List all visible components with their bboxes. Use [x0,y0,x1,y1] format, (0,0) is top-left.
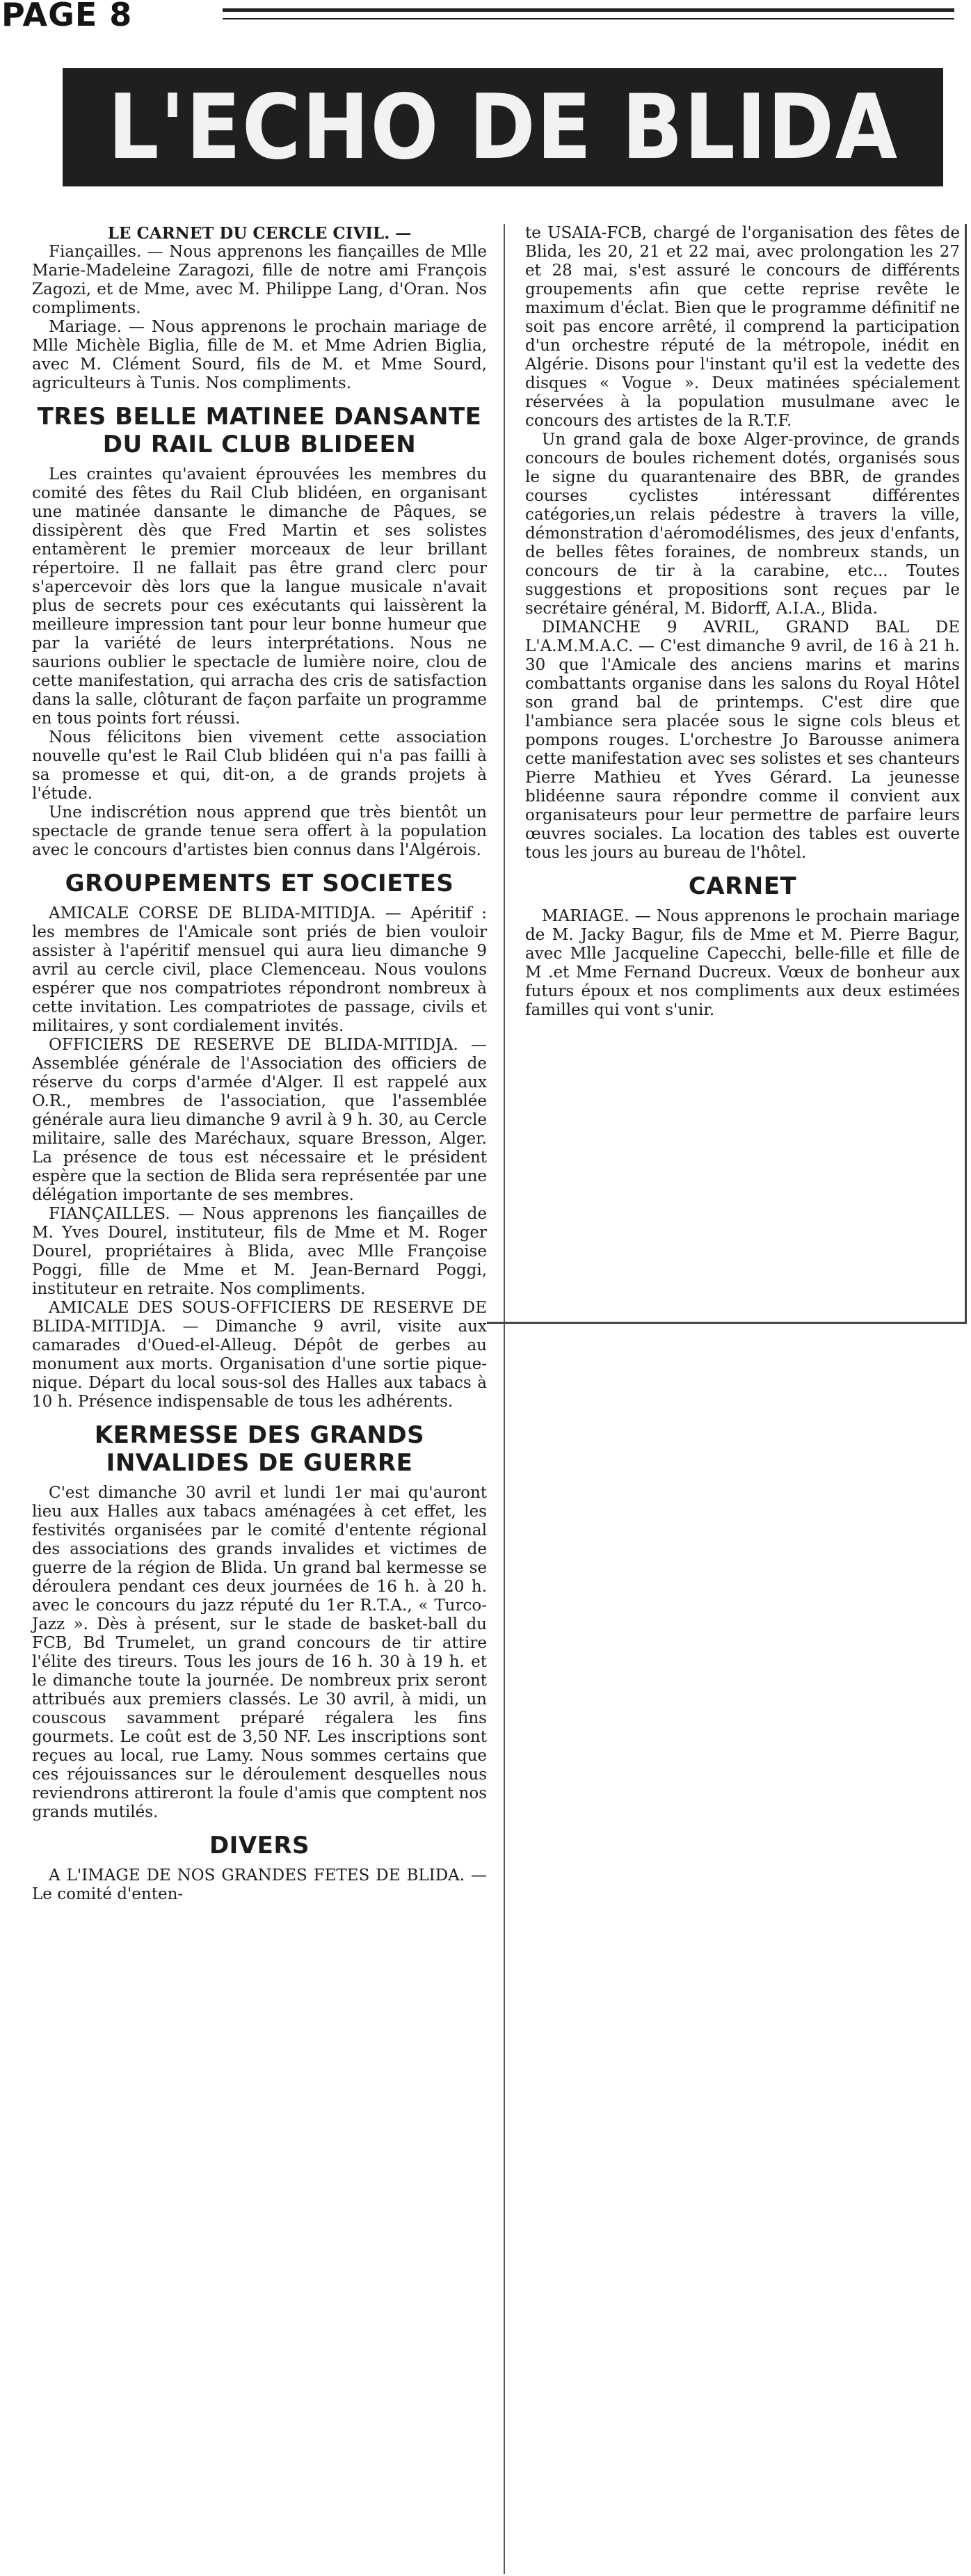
box-bottom-rule [487,1322,967,1324]
heading-matinee: TRES BELLE MATINEE DANSANTE DU RAIL CLUB BLIDEEN [37,403,482,458]
groupement-amicale-corse: AMICALE CORSE DE BLIDA-MITIDJA. — Apéritif : les membres de l'Amicale sont priés de bien vouloir assister à l'apéritif mensuel qui aura lieu dimanche 9 avril au cercle civil, place Clemenceau. Nous voulons espérer que nos compatriotes répondront nombreux à cette invitation. Les compatriotes de passage, civils et militaires, y sont cordialement invités. [32,904,487,1035]
heading-divers: DIVERS [209,1832,310,1859]
masthead-title: L'ECHO DE BLIDA [107,75,899,179]
right-column [525,224,960,1020]
matinee-para-1: Les craintes qu'avaient éprouvées les membres du comité des fêtes du Rail Club blidéen, en organisant une matinée dansante le dimanche de Pâques, se dissipèrent dès que Fred Martin et ses solistes entamèrent le premier morceaux de leur brillant répertoire. Il ne fallait pas être grand clerc pour s'apercevoir dès lors que la langue musicale n'avait plus de secrets pour ces exécutants qui laissèrent la meilleure impression tant pour leur bonne humeur que par la variété de leurs interprétations. Nous ne saurions oublier le spectacle de lumière noire, clou de cette manifestation, qui arracha des cris de satisfaction dans la salle, clôturant de façon parfaite un programme en tous points fort réussi. [32,465,487,728]
page-number: PAGE 8 [1,0,133,33]
matinee-para-3: Une indiscrétion nous apprend que très bientôt un spectacle de grande tenue sera offert à la population avec le concours d'artistes bien connus dans l'Algérois. [32,803,487,859]
article-fiancailles: Fiançailles. — Nous apprenons les fiançailles de Mlle Marie-Madeleine Zaragozi, fille de notre ami François Zagozi, et de Mme, avec M. Philippe Lang, d'Oran. Nos compliments. [32,243,487,317]
masthead [63,68,943,186]
carnet-cercle-heading: LE CARNET DU CERCLE CIVIL. — [107,224,412,243]
column-divider [504,224,505,2574]
box-right-rule [965,224,967,1323]
groupement-sous-officiers: AMICALE DES SOUS-OFFICIERS DE RESERVE DE BLIDA-MITIDJA. — Dimanche 9 avril, visite aux camarades d'Oued-el-Alleug. Dépôt de gerbes au monument aux morts. Organisation d'une sortie pique-nique. Départ du local sous-sol des Halles aux tabacs à 10 h. Présence indispensable de tous les adhérents. [32,1299,487,1411]
carnet-mariage: MARIAGE. — Nous apprenons le prochain mariage de M. Jacky Bagur, fils de Mme et M. Pierre Bagur, avec Mlle Jacqueline Capecchi, belle-fille et fille de M .et Mme Fernand Ducreux. Vœux de bonheur aux futurs époux et nos compliments aux deux estimées familles qui vont s'unir. [525,907,960,1019]
left-column [32,224,487,1904]
article-mariage: Mariage. — Nous apprenons le prochain mariage de Mlle Michèle Biglia, fille de M. et Mme Adrien Biglia, avec M. Clément Sourd, fils de M. et Mme Sourd, agriculteurs à Tunis. Nos compliments. [32,318,487,392]
article-grand-bal: DIMANCHE 9 AVRIL, GRAND BAL DE L'A.M.M.A.C. — C'est dimanche 9 avril, de 16 à 21 h. 30 que l'Amicale des anciens marins et marins combattants organise dans les salons du Royal Hôtel son grand bal de printemps. C'est dire que l'ambiance sera placée sous le signe cols bleus et pompons rouges. L'orchestre Jo Barousse animera cette manifestation avec ses solistes et ses chanteurs Pierre Mathieu et Yves Gérard. La jeunesse blidéenne saura répondre comme il convient aux organisateurs pour leur permettre de parfaire leurs œuvres sociales. La location des tables est ouverte tous les jours au bureau de l'hôtel. [525,618,960,862]
groupement-officiers-reserve: OFFICIERS DE RESERVE DE BLIDA-MITIDJA. — Assemblée générale de l'Association des officiers de réserve du corps d'armée d'Alger. Il est rappelé aux O.R., membres de l'association, que l'assemblée générale aura lieu dimanche 9 avril à 9 h. 30, au Cercle militaire, salle des Maréchaux, square Bresson, Alger. La présence de tous est nécessaire et le président espère que la section de Blida sera représentée par une délégation importante de ses membres. [32,1036,487,1204]
fetes-gala: Un grand gala de boxe Alger-province, de grands concours de boules richement dotés, organisés sous le signe du quarantenaire des BBR, de grandes courses cyclistes intéressant différentes catégories,un relais pédestre à travers la ville, démonstration d'aéromodélismes, des jeux d'enfants, de belles fêtes foraines, de nombreux stands, un concours de tir à la carabine, etc... Toutes suggestions et propositions sont reçues par le secrétaire général, M. Bidorff, A.I.A., Blida. [525,431,960,618]
heading-groupements: GROUPEMENTS ET SOCIETES [65,870,454,897]
kermesse-para: C'est dimanche 30 avril et lundi 1er mai qu'auront lieu aux Halles aux tabacs aménagées à cet effet, les festivités organisées par le comité d'entente régional des associations des grands invalides et victimes de guerre de la région de Blida. Un grand bal kermesse se déroulera pendant ces deux journées de 16 h. à 20 h. avec le concours du jazz réputé du 1er R.T.A., « Turco-Jazz ». Dès à présent, sur le stade de basket-ball du FCB, Bd Trumelet, un grand concours de tir attire l'élite des tireurs. Tous les jours de 16 h. 30 à 19 h. et le dimanche toute la journée. De nombreux prix seront attribués aux premiers classés. Le 30 avril, à midi, un couscous savamment préparé régalera les fins gourmets. Le coût est de 3,50 NF. Les inscriptions sont reçues au local, rue Lamy. Nous sommes certains que ces réjouissances sur le déroulement desquelles nous reviendrons attireront la foule d'amis que comptent nos grands mutilés. [32,1484,487,1821]
matinee-para-2: Nous félicitons bien vivement cette association nouvelle qu'est le Rail Club blidéen qui n'a pas failli à sa promesse et qui, dit-on, a de grands projets à l'étude. [32,728,487,803]
fetes-continuation: te USAIA-FCB, chargé de l'organisation des fêtes de Blida, les 20, 21 et 22 mai, avec prolongation les 27 et 28 mai, s'est assuré le concours de différents groupements afin que cette reprise revête le maximum d'éclat. Bien que le programme définitif ne soit pas encore arrêté, il comprend la participation d'un orchestre réputé de la métropole, inédit en Algérie. Disons pour l'instant qu'il est la vedette des disques « Vogue ». Deux matinées spécialement réservées à la population musulmane avec le concours des artistes de la R.T.F. [525,224,960,430]
top-rule [223,8,954,12]
groupement-fiancailles: FIANÇAILLES. — Nous apprenons les fiançailles de M. Yves Dourel, instituteur, fils de Mme et M. Roger Dourel, propriétaires à Blida, avec Mlle Françoise Poggi, fille de Mme et M. Jean-Bernard Poggi, instituteur en retraite. Nos compliments. [32,1205,487,1298]
heading-kermesse: KERMESSE DES GRANDS INVALIDES DE GUERRE [94,1421,425,1477]
divers-para: A L'IMAGE DE NOS GRANDES FETES DE BLIDA. — Le comité d'enten- [32,1866,487,1903]
top-rule-thin [223,18,954,19]
heading-carnet: CARNET [688,872,797,900]
